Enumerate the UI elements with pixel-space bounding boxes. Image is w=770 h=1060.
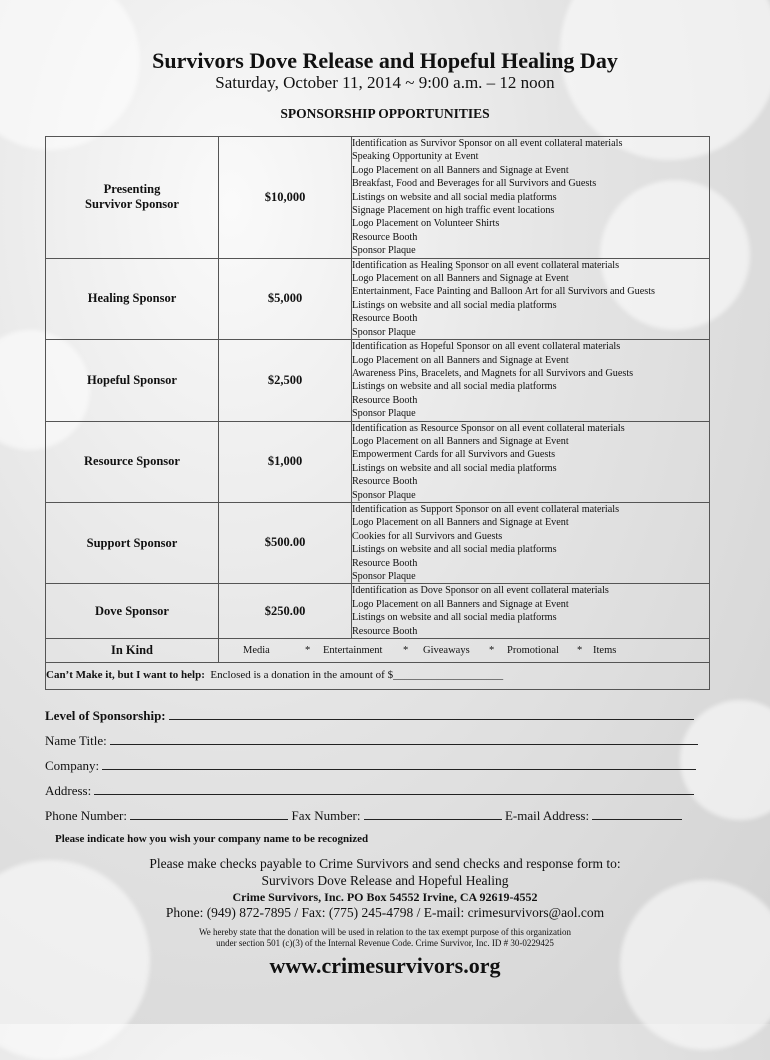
mailing-address: Crime Survivors, Inc. PO Box 54552 Irvine, CA 92619-4552 bbox=[232, 890, 538, 904]
sponsor-level-name bbox=[46, 421, 219, 502]
inkind-separator: * bbox=[305, 644, 311, 656]
benefit-item: Resource Booth bbox=[352, 313, 418, 325]
benefit-item: Listings on website and all social media platforms bbox=[352, 381, 557, 393]
benefit-item: Resource Booth bbox=[352, 557, 418, 569]
benefit-item: Listings on website and all social media platforms bbox=[352, 612, 557, 624]
benefit-item: Logo Placement on all Banners and Signage at Event bbox=[352, 354, 569, 366]
donation-cell[interactable] bbox=[46, 663, 710, 690]
event-date: Saturday, October 11, 2014 ~ 9:00 a.m. – 12 noon bbox=[215, 73, 555, 92]
company-input-line[interactable] bbox=[102, 757, 696, 770]
level-input-line[interactable] bbox=[169, 707, 694, 720]
sponsor-row bbox=[46, 340, 710, 421]
sponsor-row bbox=[46, 137, 710, 259]
website-link[interactable]: www.crimesurvivors.org bbox=[269, 953, 501, 978]
sponsor-level-name bbox=[46, 584, 219, 639]
sponsor-amount: $500.00 bbox=[219, 502, 352, 583]
benefit-item: Listings on website and all social media platforms bbox=[352, 299, 557, 311]
benefit-item: Listings on website and all social media platforms bbox=[352, 462, 557, 474]
fax-label: Fax Number: bbox=[291, 808, 361, 823]
phone-label: Phone Number: bbox=[45, 808, 127, 823]
section-heading: SPONSORSHIP OPPORTUNITIES bbox=[280, 106, 490, 121]
tax-statement-1: We hereby state that the donation will be used in relation to the tax exempt purpose of this organization bbox=[198, 927, 571, 937]
name-title-input-line[interactable] bbox=[110, 732, 698, 745]
benefit-item: Logo Placement on Volunteer Shirts bbox=[352, 218, 500, 230]
sponsor-name-line: Support Sponsor bbox=[86, 535, 178, 550]
benefit-item: Awareness Pins, Bracelets, and Magnets for all Survivors and Guests bbox=[352, 367, 634, 379]
donation-label: Can’t Make it, but I want to help: bbox=[46, 669, 205, 682]
company-label: Company: bbox=[45, 758, 100, 773]
benefit-item: Logo Placement on all Banners and Signage at Event bbox=[352, 164, 569, 176]
level-label: Level of Sponsorship: bbox=[45, 708, 166, 723]
donation-text: Enclosed is a donation in the amount of $____________________ bbox=[210, 669, 504, 682]
sponsor-name-line: Hopeful Sponsor bbox=[87, 372, 177, 387]
sponsorship-table bbox=[45, 136, 710, 690]
inkind-separator: * bbox=[577, 644, 583, 656]
sponsor-amount: $250.00 bbox=[219, 584, 352, 639]
phone-input-line[interactable] bbox=[130, 807, 288, 820]
benefit-item: Resource Booth bbox=[352, 394, 418, 406]
benefit-item: Identification as Healing Sponsor on all event collateral materials bbox=[352, 259, 620, 271]
email-input-line[interactable] bbox=[592, 807, 682, 820]
benefit-item: Resource Booth bbox=[352, 231, 418, 243]
sponsor-name-line: Dove Sponsor bbox=[95, 603, 169, 618]
sponsor-level-name bbox=[46, 340, 219, 421]
inkind-items bbox=[219, 639, 710, 663]
benefit-item: Sponsor Plaque bbox=[352, 326, 416, 338]
tax-statement-2: under section 501 (c)(3) of the Internal Revenue Code. Crime Survivor, Inc. ID # 30-0229425 bbox=[216, 938, 554, 948]
name-title-label: Name Title: bbox=[45, 733, 107, 748]
page-title: Survivors Dove Release and Hopeful Healing Day bbox=[152, 48, 618, 73]
benefit-item: Sponsor Plaque bbox=[352, 571, 416, 582]
sponsor-benefits bbox=[352, 584, 710, 639]
benefit-item: Resource Booth bbox=[352, 476, 418, 488]
benefit-item: Signage Placement on high traffic event locations bbox=[352, 205, 555, 217]
benefit-item: Resource Booth bbox=[352, 625, 418, 637]
inkind-label: In Kind bbox=[46, 639, 219, 663]
sponsor-benefits bbox=[352, 258, 710, 339]
benefit-item: Entertainment, Face Painting and Balloon Art for all Survivors and Guests bbox=[352, 286, 656, 298]
event-name-line: Survivors Dove Release and Hopeful Healing bbox=[261, 873, 509, 888]
company-field[interactable] bbox=[45, 757, 705, 774]
benefit-item: Identification as Hopeful Sponsor on all event collateral materials bbox=[352, 341, 621, 353]
benefit-item: Cookies for all Survivors and Guests bbox=[352, 530, 503, 542]
inkind-row bbox=[46, 639, 710, 663]
benefit-item: Identification as Support Sponsor on all event collateral materials bbox=[352, 503, 620, 515]
payment-instructions: Please make checks payable to Crime Survivors and send checks and response form to: bbox=[149, 856, 621, 871]
sponsor-level-name bbox=[46, 502, 219, 583]
sponsor-row bbox=[46, 502, 710, 583]
inkind-separator: * bbox=[403, 644, 409, 656]
benefit-item: Speaking Opportunity at Event bbox=[352, 151, 479, 163]
benefit-item: Breakfast, Food and Beverages for all Survivors and Guests bbox=[352, 178, 597, 190]
benefit-item: Sponsor Plaque bbox=[352, 245, 416, 257]
sponsor-name-line: Resource Sponsor bbox=[84, 454, 180, 469]
benefit-item: Identification as Resource Sponsor on all event collateral materials bbox=[352, 422, 625, 434]
sponsor-amount: $10,000 bbox=[219, 137, 352, 259]
inkind-separator: * bbox=[489, 644, 495, 656]
benefit-item: Listings on website and all social media platforms bbox=[352, 191, 557, 203]
address-field[interactable] bbox=[45, 782, 705, 799]
sponsor-benefits bbox=[352, 137, 710, 259]
donation-row bbox=[46, 663, 710, 690]
inkind-item: Giveaways bbox=[423, 644, 470, 656]
address-label: Address: bbox=[45, 783, 92, 798]
benefit-item: Logo Placement on all Banners and Signage at Event bbox=[352, 598, 569, 610]
benefit-item: Empowerment Cards for all Survivors and Guests bbox=[352, 449, 556, 461]
address-input-line[interactable] bbox=[94, 782, 694, 795]
benefit-item: Logo Placement on all Banners and Signage at Event bbox=[352, 435, 569, 447]
sponsor-level-name bbox=[46, 258, 219, 339]
level-field[interactable] bbox=[45, 707, 705, 724]
benefit-item: Sponsor Plaque bbox=[352, 489, 416, 501]
benefit-item: Sponsor Plaque bbox=[352, 408, 416, 420]
sponsor-row bbox=[46, 421, 710, 502]
recognition-note: Please indicate how you wish your company name to be recognized bbox=[55, 833, 369, 845]
inkind-item: Entertainment bbox=[323, 644, 383, 656]
benefit-item: Logo Placement on all Banners and Signage at Event bbox=[352, 273, 569, 285]
sponsor-amount: $2,500 bbox=[219, 340, 352, 421]
inkind-item: Promotional bbox=[507, 644, 559, 656]
sponsor-name-line: Presenting bbox=[103, 182, 161, 197]
name-title-field[interactable] bbox=[45, 732, 705, 749]
contact-line: Phone: (949) 872-7895 / Fax: (775) 245-4798 / E-mail: crimesurvivors@aol.com bbox=[165, 905, 605, 920]
sponsor-row bbox=[46, 258, 710, 339]
inkind-item: Items bbox=[593, 644, 617, 656]
email-label: E-mail Address: bbox=[504, 808, 590, 823]
benefit-item: Identification as Survivor Sponsor on all event collateral materials bbox=[352, 138, 623, 149]
sponsor-amount: $5,000 bbox=[219, 258, 352, 339]
sponsor-amount: $1,000 bbox=[219, 421, 352, 502]
benefit-item: Listings on website and all social media platforms bbox=[352, 544, 557, 556]
sponsor-benefits bbox=[352, 340, 710, 421]
sponsor-benefits bbox=[352, 421, 710, 502]
sponsor-row bbox=[46, 584, 710, 639]
sponsor-name-line: Healing Sponsor bbox=[87, 291, 177, 306]
sponsor-level-name bbox=[46, 137, 219, 259]
inkind-item: Media bbox=[243, 644, 270, 656]
benefit-item: Logo Placement on all Banners and Signage at Event bbox=[352, 517, 569, 529]
sponsor-name-line: Survivor Sponsor bbox=[85, 197, 179, 212]
benefit-item: Identification as Dove Sponsor on all event collateral materials bbox=[352, 585, 609, 597]
fax-input-line[interactable] bbox=[364, 807, 502, 820]
contact-fields bbox=[45, 807, 705, 824]
sponsor-benefits bbox=[352, 502, 710, 583]
